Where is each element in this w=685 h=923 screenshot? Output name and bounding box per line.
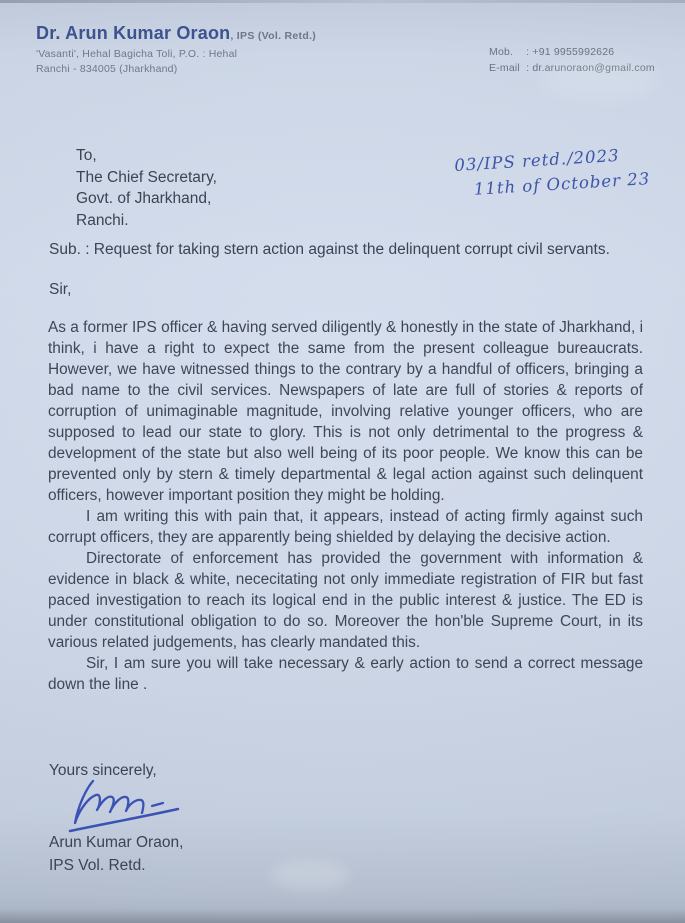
sender-address-line1: 'Vasanti', Hehal Bagicha Toli, P.O. : Hehal: [36, 48, 238, 60]
subject-line: Sub. : Request for taking stern action against the delinquent corrupt civil servants.: [49, 241, 610, 258]
recipient-address: [76, 145, 217, 231]
valediction: Yours sincerely,: [49, 762, 157, 779]
handwritten-date: 11th of October 23: [473, 169, 651, 199]
email-row: [489, 60, 655, 76]
letterhead: [36, 23, 316, 77]
recipient-line-org: Govt. of Jharkhand,: [76, 190, 212, 207]
handwritten-reference: 03/IPS retd./2023: [453, 145, 621, 175]
letter-body: [48, 317, 643, 695]
email-value: : dr.arunoraon@gmail.com: [526, 62, 655, 74]
body-paragraph-1: As a former IPS officer & having served diligently & honestly in the state of Jharkhand, i think, i have a right to expect the same from the present colleague bureaucrats. However, we have witnessed things to the contrary by a handful of officers, bringing a bad name to the civil services. Newspapers of late are full of stories & reports of corruption of unimaginable magnitude, involving relative younger officers, who are supposed to lead our state to glory. This is not only detrimental to the progress & development of the state but also well being of its poor people. We know this can be prevented only by stern & timely departmental & legal action against such delinquent officers, however important position they might be holding.: [48, 319, 643, 504]
handwritten-ref-date: [454, 141, 651, 203]
signature-block: [49, 831, 183, 877]
signatory-name: Arun Kumar Oraon,: [49, 834, 184, 851]
mobile-label: Mob.: [489, 46, 514, 58]
sender-address-line2: Ranchi - 834005 (Jharkhand): [36, 63, 178, 75]
body-paragraph-4: Sir, I am sure you will take necessary & early action to send a correct message down the line .: [48, 655, 643, 693]
sender-name-suffix: , IPS (Vol. Retd.): [230, 30, 317, 42]
mobile-row: [489, 44, 655, 60]
contact-block: [489, 44, 655, 76]
email-label: E-mail: [489, 62, 520, 74]
recipient-line-to: To,: [76, 147, 97, 164]
body-paragraph-3: Directorate of enforcement has provided the government with information & evidence in black & white, nececitating not only immediate registration of FIR but fast paced investigation to reach its logical end in the public interest & justice. The ED is under constitutional obligation to do so. Moreover the hon'ble Supreme Court, in its various related judgements, has clearly mandated this.: [48, 550, 643, 651]
recipient-line-city: Ranchi.: [76, 211, 129, 229]
photo-light-blotch: [270, 860, 350, 890]
salutation: Sir,: [49, 281, 72, 298]
sender-name: Dr. Arun Kumar Oraon: [36, 23, 231, 43]
signature-ink-icon: [60, 776, 220, 836]
recipient-line-title: The Chief Secretary,: [76, 168, 217, 186]
letterhead-name-row: [36, 23, 316, 44]
signatory-title: IPS Vol. Retd.: [49, 857, 146, 874]
sender-address: [36, 47, 316, 77]
body-paragraph-2: I am writing this with pain that, it appears, instead of acting firmly against such corrupt officers, they are apparently being shielded by delaying the decisive action.: [48, 508, 643, 546]
mobile-value: : +91 9955992626: [526, 46, 615, 58]
